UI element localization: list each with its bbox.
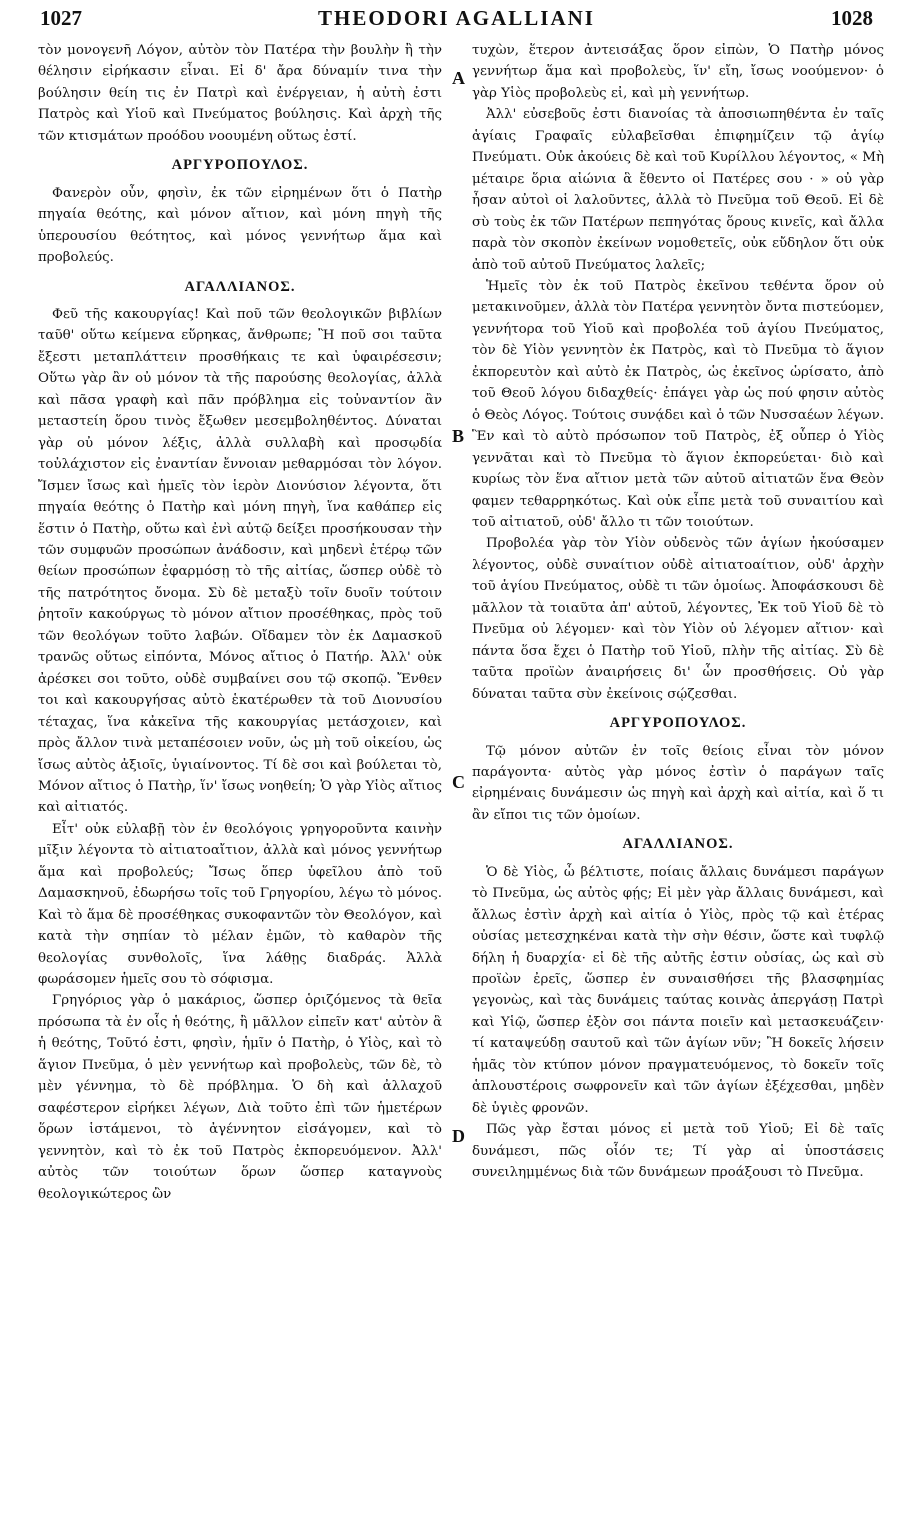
paragraph: Ὁ δὲ Υἱὸς, ὦ βέλτιστε, ποίαις ἄλλαις δυνάμεσι παράγων τὸ Πνεῦμα, ὡς αὐτὸς φῄς; Εἰ μὲν γὰρ ἄλλαις δυνάμεσι, καὶ ἄλλως ἐστὶν ἀρχὴ καὶ αἰτία ὁ Υἱὸς, πρὸς τῷ καὶ ἑτέρας οὐσίας μετεσχηκέναι κατὰ τὴν σὴν θέσιν, ὥστε καὶ τυφλῷ δήλη ἡ δυαρχία· εἰ δὲ τῆς αὐτῆς ἐστιν οὐσίας, ὡς καὶ σὺ προϊὼν ἐρεῖς, ὥσπερ ἐν συναισθήσει τῆς βλασφημίας γεγονὼς, καὶ τὰς δυνάμεις ταύτας κοινὰς ἀπεργάσῃ Πατρὶ καὶ Υἱῷ, ὥσπερ ἐξὸν σοι πάντα ποιεῖν καὶ μετασκευάζειν· τί καταψεύδῃ σαυτοῦ καὶ τῶν ἁγίων νῦν; Ἢ δοκεῖς λήσειν ἡμᾶς τὸν κτύπον μόνον πραγματευόμενος, τὸ δοκεῖν τοῖς ἁπλουστέροις σωφρονεῖν καὶ τῶν ἁγίων ἐξέχεσθαι, μηδὲν δὲ ὑγιὲς φρονῶν.	[472, 864, 884, 1116]
running-title: THEODORI AGALLIANI	[318, 6, 595, 30]
paragraph: Γρηγόριος γὰρ ὁ μακάριος, ὥσπερ ὁριζόμενος τὰ θεῖα πρόσωπα τὰ ἐν οἷς ἡ θεότης, ἢ μᾶλλον εἰπεῖν κατ' αὐτὸν ἃ ἡ θεότης, Τοῦτό ἐστι, φησὶν, ἡμῖν ὁ Πατὴρ, ὁ Υἱὸς, καὶ τὸ ἅγιον Πνεῦμα, ὁ μὲν γεννήτωρ καὶ προβολεὺς, τῶν δὲ, τὸ μὲν γέννημα, τὸ δὲ πρόβλημα. Ὁ δὴ καὶ ἀλλαχοῦ σαφέστερον εἰρήκει λέγων, Διὰ τοῦτο ἐπὶ τῶν ἡμετέρων ὅρων ἱστάμενοι, τὸ ἀγέννητον εἰσάγομεν, καὶ τὸ γεννητὸν, καὶ τὸ ἐκ τοῦ Πατρὸς ἐκπορευόμενον. Ἀλλ' αὐτὸς τῶν τοιούτων ὅρων ὥσπερ καταγνοὺς θεολογικώτερος ὢν	[38, 993, 442, 1202]
margin-marker-b: B	[452, 426, 465, 446]
paragraph: Προβολέα γὰρ τὸν Υἱὸν οὐδενὸς τῶν ἁγίων ἠκούσαμεν λέγοντος, οὐδὲ συναίτιον οὐδὲ αἰτιατοαίτιον, οὐδ' ἀρχὴν τοῦ ἁγίου Πνεύματος, οὐδὲ τι τῶν ὁμοίως. Ἀποφάσκουσι δὲ μᾶλλον τὰ τοιαῦτα ἀπ' αὐτοῦ, λέγοντες, Ἐκ τοῦ Υἱοῦ δὲ τὸ Πνεῦμα οὐ λέγομεν· καὶ τὸν Υἱὸν οὐ λέγομεν αἴτιον· καὶ πάντα ὅσα ἔχει ὁ Πατὴρ τοῦ Υἱοῦ, πλὴν τῆς αἰτίας. Σὺ δὲ ταῦτα προϊὼν ἀναιρήσεις δι' ὧν προσθήσεις. Οὐ γὰρ δύναται ταῦτα σὺν ἐκείνοις σῴζεσθαι.	[472, 536, 884, 702]
speaker-heading: ΑΡΓΥΡΟΠΟΥΛΟΣ.	[609, 715, 747, 732]
paragraph: Ἀλλ' εὐσεβοῦς ἐστι διανοίας τὰ ἀποσιωπηθέντα ἐν ταῖς ἁγίαις Γραφαῖς εὐλαβεῖσθαι ἐπιφημίζειν τῷ ἁγίῳ Πνεύματι. Οὐκ ἀκούεις δὲ καὶ τοῦ Κυρίλλου λέγοντος, « Μὴ μέταιρε ὅρια αἰώνια ἃ ἔθεντο οἱ Πατέρες σου · » οὐ γὰρ ἦσαν αὐτοὶ οἱ λαλοῦντες, ἀλλὰ τὸ Πνεῦμα τοῦ Θεοῦ. Εἰ δὲ σὺ τοὺς ἐκ τῶν Πατέρων πεπηγότας ὅρους κινεῖς, καὶ ἄλλα παρὰ τὸν σκοπὸν ἐκείνων νομοθετεῖς, οὐκ εὔδηλον ὅτι οὐκ ἀπὸ τοῦ αὐτοῦ Πνεύματος λαλεῖς;	[472, 107, 884, 273]
paragraph: Πῶς γὰρ ἔσται μόνος εἰ μετὰ τοῦ Υἱοῦ; Εἰ δὲ ταῖς δυνάμεσι, πῶς οἷόν τε; Τί γὰρ αἱ ὑποστάσεις συνειλημμένως διὰ τῶν δυνάμεων προάξουσι τὸ Πνεῦμα.	[472, 1122, 884, 1181]
paragraph: τὸν μονογενῆ Λόγον, αὐτὸν τὸν Πατέρα τὴν βουλὴν ἢ τὴν θέλησιν εἰρήκασιν εἶναι. Εἰ δ' ἄρα δύναμίν τινα τὴν βούλησιν θείη τις ἐν Πατρὶ καὶ ἐνέργειαν, ἡ αὐτὴ ἐστι Πατρὸς καὶ Υἱοῦ καὶ Πνεύματος βούλησις. Καὶ ἀρχὴ τῆς τῶν κτισμάτων προόδου νοουμένη οὕτως ἐστί.	[38, 43, 442, 144]
left-column	[38, 40, 442, 1205]
paragraph: Φεῦ τῆς κακουργίας! Καὶ ποῦ τῶν θεολογικῶν βιβλίων ταῦθ' οὕτω κείμενα εὕρηκας, ἄνθρωπε; Ἢ ποῦ σοι ταῦτα ἔξεστι μεταπλάττειν προσθήκαις τε καὶ ὑφαιρέσεσιν; Οὕτω γὰρ ἂν οὐ μόνον τὰ τῆς παρούσης θεολογίας, ἀλλὰ καὶ πᾶσα γραφὴ καὶ πᾶν πρόβλημα εἰς τοὐναντίον ἂν μεταστείη ὅρου τινὸς ἔξωθεν μεσεμβοληθέντος. Δύναται γὰρ οὐ μόνον λέξις, ἀλλὰ συλλαβὴ καὶ προσῳδία τοὐλάχιστον εἰς ἐναντίαν ἔννοιαν μεθαρμόσαι τὸν λόγον. Ἴσμεν ἴσως καὶ ἡμεῖς τὸν ἱερὸν Διονύσιον λέγοντα, ὅτι πηγαία θεότης ὁ Πατὴρ καὶ μόνη πηγὴ, ἵνα καθάπερ εἰς ἕστιν ὁ Πατὴρ, οὕτω καὶ ἐνὶ αὐτῷ δείξει προσήκουσαν τὴν τῶν συμφυῶν προσώπων ἀνάδοσιν, καὶ μηδενὶ ἑτέρῳ τῶν θείων προσώπων ἐφαρμόσῃ τὸ τῆς αἰτίας, ὥσπερ οὐδὲ τὸ τῆς πατρότητος ὄνομα. Σὺ δὲ μεταξὺ τοῖν δυοῖν τούτοιν ῥητοῖν κακούργως τὸ μόνον αἴτιον προσέθηκας, πρὸς τοῦ τῶν θεολόγων τοῦτο λαβών. Οἴδαμεν τὸν ἐκ Δαμασκοῦ τρανῶς οὕτως εἰπόντα, Μόνος αἴτιος ὁ Πατήρ. Ἀλλ' οὐκ ἀρέσκει σοι τοῦτο, οὐδὲ συμβαίνει σου τῷ σκοπῷ. Ἔνθεν τοι καὶ κακουργήσας αὐτὸ ἑκατέρωθεν τὰ τοῦ Διονυσίου τέταχας, ἵνα κἀκεῖνα τῆς κακουργίας μετάσχοιεν, καὶ πρὸς ἄλλον τινὰ μεταπέσοιεν νοῦν, ὡς μὴ τοῦ οἰκείου, ὡς ἴσως αὐτὸς ἀξιοῖς, ὑγιαίνοντος. Τί δὲ σοι καὶ βούλεται τὸ, Μόνον αἴτιος ὁ Πατὴρ, ἵν' ἴσως νοηθείη; Ὁ γὰρ Υἱὸς αἴτιος καὶ αἰτιατός.	[38, 306, 442, 816]
speaker-heading: ΑΡΓΥΡΟΠΟΥΛΟΣ.	[171, 157, 309, 174]
page-number-left: 1027	[40, 6, 82, 30]
speaker-heading: ΑΓΑΛΛΙΑΝΟΣ.	[622, 836, 734, 853]
margin-marker-a: A	[452, 68, 465, 88]
paragraph: Ἡμεῖς τὸν ἐκ τοῦ Πατρὸς ἐκεῖνου τεθέντα ὅρον οὐ μετακινοῦμεν, ἀλλὰ τὸν Πατέρα γεννητὸν ὄντα πιστεύομεν, γεννήτορα τοῦ Υἱοῦ καὶ προβολέα τοῦ ἁγίου Πνεύματος, τὸν δὲ Υἱὸν γεννητὸν ἐκ Πατρὸς, καὶ τὸ Πνεῦμα τὸ ἅγιον ἐκπορευτὸν καὶ αὐτὸ ἐκ Πατρὸς, ὡς ἐκεῖνος ὡρίσατο, ἀπὸ τοῦ Θεοῦ λόγου διδαχθείς· ἐπάγει γὰρ ὡς πού φησιν αὐτὸς ὁ Θεὸς Λόγος. Τούτοις συνᾴδει καὶ ὁ τῶν Νυσσαέων λέγων. Ἓν καὶ τὸ αὐτὸ πρόσωπον τοῦ Πατρὸς, ἐξ οὗπερ ὁ Υἱὸς γεννᾶται καὶ τὸ Πνεῦμα τὸ ἅγιον ἐκπορεύεται· διὸ καὶ κυρίως τὸν ἕνα αἴτιον μετὰ τῶν αὐτοῦ αἰτιατῶν ἕνα Θεὸν φαμεν τεθαρρηκότως. Καὶ οὐκ εἶπε μετὰ τοῦ συναιτίου καὶ τοῦ αἰτιατοῦ, οὐδ' ἄλλο τι τῶν τοιούτων.	[472, 278, 884, 530]
paragraph: Τῷ μόνον αὐτῶν ἐν τοῖς θείοις εἶναι τὸν μόνον παράγοντα· αὐτὸς γὰρ μόνος ἐστὶν ὁ παράγων ταῖς εἰρημέναις δυνάμεσιν ὡς πηγὴ καὶ ἀρχὴ καὶ αἰτία, καὶ ὅ τι ἂν εἴποι τις τῶν ὁμοίων.	[472, 743, 884, 823]
paragraph: Φανερὸν οὖν, φησὶν, ἐκ τῶν εἰρημένων ὅτι ὁ Πατὴρ πηγαία θεότης, καὶ μόνον αἴτιον, καὶ μόνη πηγὴ τῆς ὑπερουσίου θεότητος, καὶ μόνος γεννήτωρ ἅμα καὶ προβολεύς.	[38, 185, 442, 266]
page-header	[40, 6, 873, 36]
paragraph: Εἶτ' οὐκ εὐλαβῇ τὸν ἐν θεολόγοις γρηγοροῦντα καινὴν μῖξιν λέγοντα τὸ αἰτιατοαἴτιον, ἀλλὰ καὶ μόνος γεννήτωρ ἅμα καὶ προβολεύς; Ἴσως ὅπερ ὑφεῖλου ἀπὸ τοῦ Δαμασκηνοῦ, ἐδωρήσω τοῖς τοῦ Γρηγορίου, λέγω τὸ μόνος. Καὶ τὸ ἅμα δὲ προσέθηκας συκοφαντῶν τὸν Θεολόγον, καὶ κατὰ τὴν σηπίαν τὸ μέλαν ἐμῶν, τὸ καθαρὸν τῆς θεολογίας συνθολοῖς, ἵνα λάθῃς διαδράς. Ἀλλὰ φωράσομεν ἡμεῖς σου τὸ σόφισμα.	[38, 821, 442, 988]
paragraph: τυχὼν, ἕτερον ἀντεισάξας ὅρον εἰπὼν, Ὁ Πατὴρ μόνος γεννήτωρ ἅμα καὶ προβολεὺς, ἵν' εἴη, ἴσως νοούμενον· ὁ γὰρ Υἱὸς προβολεὺς εἰ, καὶ μὴ γεννήτωρ.	[472, 43, 884, 101]
right-column	[472, 40, 884, 1184]
page-number-right: 1028	[831, 6, 873, 30]
margin-marker-c: C	[452, 772, 465, 792]
margin-marker-d: D	[452, 1126, 465, 1146]
speaker-heading: ΑΓΑΛΛΙΑΝΟΣ.	[184, 278, 296, 295]
